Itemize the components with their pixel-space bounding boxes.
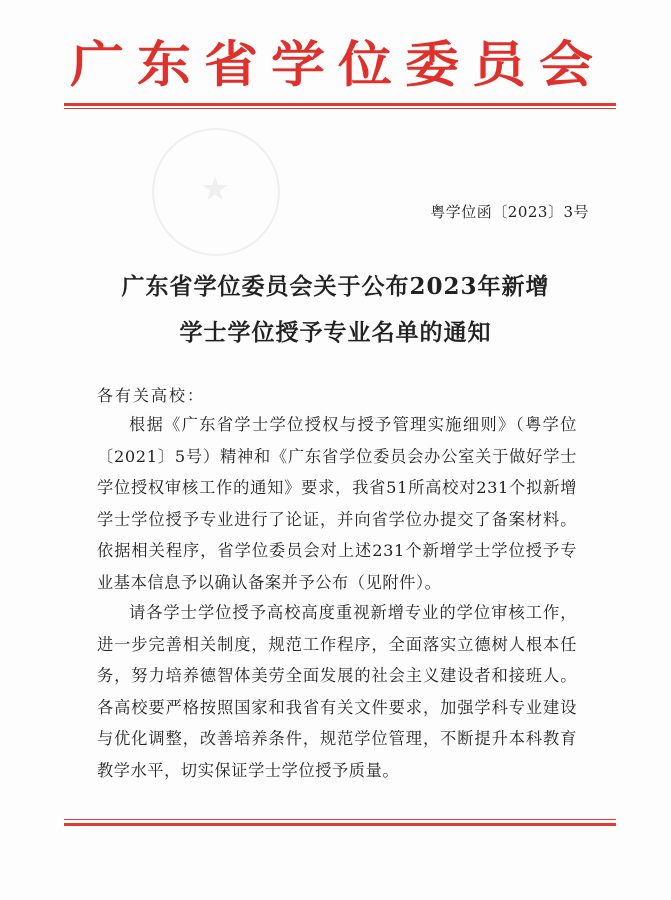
- masthead-title: 广东省学位委员会: [70, 34, 606, 94]
- document-title-line2: 学士学位授予专业名单的通知: [179, 319, 492, 346]
- masthead-rule-thick: [64, 103, 616, 106]
- masthead-rule-thin: [64, 108, 616, 109]
- footer-rule-thick: [64, 823, 616, 826]
- body-paragraph-1: 根据《广东省学士学位授权与授予管理实施细则》（粤学位〔2021〕5号）精神和《广东省学位委员会办公室关于做好学士学位授权审核工作的通知》要求，我省51所高校对231个拟新增学士学位授予专业进行了论证，并向省学位办提交了备案材料。依据相关程序，省学位委员会对上述231个新增学士学位授予专业基本信息予以确认备案并予公布（见附件）。: [97, 415, 577, 592]
- document-title-line1: 广东省学位委员会关于公布2023年新增: [121, 273, 550, 300]
- faded-seal-icon: [152, 128, 280, 256]
- body-paragraph-2: 请各学士学位授予高校高度重视新增专业的学位审核工作，进一步完善相关制度，规范工作程序，全面落实立德树人根本任务，努力培养德智体美劳全面发展的社会主义建设者和接班人。各高校要严格按照国家和我省有关文件要求，加强学科专业建设与优化调整，改善培养条件，规范学位管理，不断提升本科教育教学水平，切实保证学士学位授予质量。: [97, 603, 577, 780]
- document-number: 粤学位函〔2023〕3号: [430, 203, 589, 221]
- footer-rule-thin: [64, 819, 616, 820]
- salutation: 各有关高校：: [97, 386, 206, 405]
